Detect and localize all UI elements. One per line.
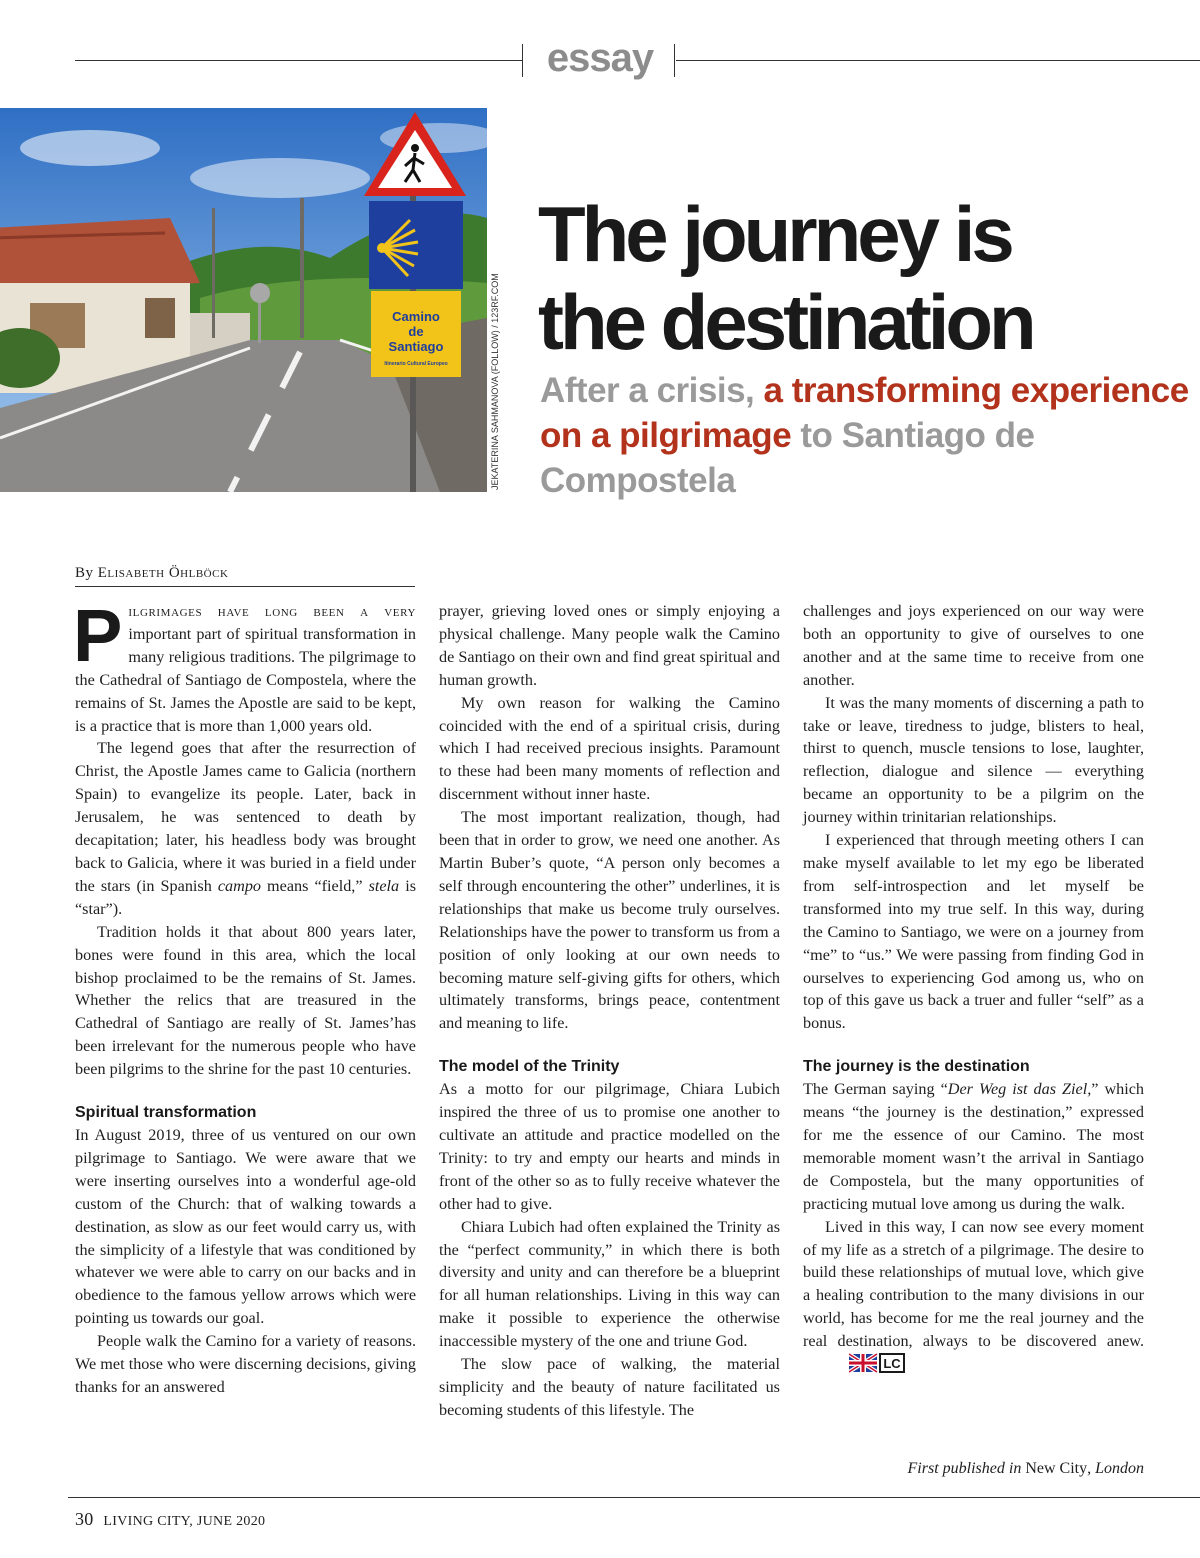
paragraph: I experienced that through meeting others I can make myself available to let my ego be liberated from self-introspection and let myself be transformed into my true self. In this way, during the Camino to Santiago, we were on a journey from “me” to “us.” We were passing from finding God in ourselves to experiencing God among us, who on top of this gave us back a truer and fuller “self” as a bonus. bbox=[803, 831, 1144, 1033]
lead-in: ilgrimages have long been a very bbox=[128, 602, 416, 620]
header-rule-right bbox=[676, 60, 1200, 61]
header-divider-left bbox=[522, 44, 523, 77]
publication-place: , London bbox=[1087, 1460, 1144, 1477]
title-line-2: the destination bbox=[538, 278, 1033, 366]
paragraph: My own reason for walking the Camino coincided with the end of a spiritual crisis, during which I had received precious insights. Paramount to these had been many moments of reflection and discernment without inner haste. bbox=[439, 693, 780, 804]
byline-by: By bbox=[75, 565, 94, 581]
paragraph bbox=[803, 1216, 1144, 1380]
camino-sign-photo bbox=[0, 108, 487, 492]
subheading: The journey is the destination bbox=[803, 1058, 1030, 1076]
paragraph: It was the many moments of discerning a path to take or leave, tiredness to judge, blisters to heal, thirst to quench, muscle tensions to lose, laughter, reflection, dialogue and silence — everything became an opportunity to be a pilgrim on the journey within trinitarian relationships. bbox=[803, 693, 1144, 827]
article-column-2 bbox=[439, 600, 780, 1422]
uk-flag-icon bbox=[849, 1353, 905, 1373]
paragraph: In August 2019, three of us ventured on our own pilgrimage to Santiago. We were aware that we were inserting ourselves into a wonderful age-old custom of the Church: that of walking towards a destination, as slow as our feet would carry us, with the simplicity of a lifestyle that was conditioned by whatever we were able to carry on our backs and in obedience to the famous yellow arrows which were pointing us towards our goal. bbox=[75, 1126, 416, 1328]
publication-name: New City bbox=[1025, 1460, 1088, 1477]
paragraph: People walk the Camino for a variety of reasons. We met those who were discerning decisions, giving thanks for an answered bbox=[75, 1332, 416, 1396]
byline-author: Elisabeth Öhlböck bbox=[97, 565, 229, 581]
paragraph-text: is “star”). bbox=[75, 876, 416, 918]
sign-line-3: Santiago bbox=[388, 339, 444, 354]
paragraph bbox=[75, 737, 416, 920]
paragraph-text: important part of spiritual transformation in many religious traditions. The pilgrimage to the Cathedral of Santiago de Compostela, where the remains of St. James the Apostle are said to be kept, is a practice that is more than 1,000 years old. bbox=[75, 624, 416, 735]
header-divider-right bbox=[674, 44, 675, 77]
photo-credit: JEKATERINA SAHMANOVA (FOLLOW) / 123RF.COM bbox=[490, 273, 500, 490]
italic-word: stela bbox=[368, 876, 400, 895]
subtitle-part-1: After a crisis, bbox=[540, 371, 764, 410]
subheading: Spiritual transformation bbox=[75, 1104, 257, 1122]
paragraph-text: ” which means “the journey is the destination,” expressed for me the essence of our Camino. The most memorable moment wasn’t the arrival in Santiago de Compostela, but the many opportunities of practicing mutual love among us during the walk. bbox=[803, 1080, 1144, 1213]
paragraph-text: means “field,” bbox=[261, 876, 369, 895]
italic-quote: Der Weg ist das Ziel, bbox=[947, 1080, 1092, 1099]
byline bbox=[75, 565, 415, 587]
paragraph: Chiara Lubich had often explained the Trinity as the “perfect community,” in which there is both diversity and unity and can therefore be a blueprint for all human relationships. Living in this way can make it possible to experience the otherwise inaccessible mystery of the one and triune God. bbox=[439, 1217, 780, 1351]
paragraph bbox=[803, 1078, 1144, 1215]
sign-line-2: de bbox=[408, 324, 424, 339]
subtitle-highlight: a transforming experience on a pilgrimage bbox=[540, 371, 1189, 455]
publication-prefix: First published in bbox=[907, 1460, 1022, 1477]
italic-word: campo bbox=[217, 876, 262, 895]
subtitle-part-3: to Santiago de Compostela bbox=[540, 416, 1035, 500]
footer-rule bbox=[68, 1497, 1200, 1498]
paragraph: The slow pace of walking, the material simplicity and the beauty of nature facilitated us becoming students of this lifestyle. The bbox=[439, 1355, 780, 1419]
paragraph-text: The German saying “ bbox=[803, 1080, 948, 1099]
magazine-issue: LIVING CITY, JUNE 2020 bbox=[103, 1514, 266, 1529]
section-tag: essay bbox=[546, 36, 654, 80]
paragraph: prayer, grieving loved ones or simply enjoying a physical challenge. Many people walk the Camino de Santiago on their own and find great spiritual and human growth. bbox=[439, 602, 780, 689]
subheading: The model of the Trinity bbox=[439, 1058, 620, 1076]
paragraph: challenges and joys experienced on our way were both an opportunity to give of ourselves to one another and at the same time to receive from one another. bbox=[803, 602, 1144, 689]
paragraph-text: Lived in this way, I can now see every moment of my life as a stretch of a pilgrimage. The desire to build these relationships of mutual love, which give a healing contribution to the many divisions in our world, has become for me the real journey and the real destination, always to be discovered anew. bbox=[803, 1217, 1144, 1351]
end-mark bbox=[827, 1353, 905, 1380]
paragraph-text: The legend goes that after the resurrection of Christ, the Apostle James came to Galicia (northern Spain) to evangelize its people. Later, back in Jerusalem, he was sentenced to death by decapitation; later, his headless body was brought back to Galicia, where it was buried in a field under the stars (in Spanish bbox=[75, 739, 416, 895]
publication-note bbox=[803, 1460, 1144, 1478]
sign-line-1: Camino bbox=[392, 309, 440, 324]
drop-cap: P bbox=[73, 594, 123, 677]
page-number: 30 bbox=[75, 1509, 94, 1529]
article-column-1 bbox=[73, 594, 416, 1399]
paragraph: As a motto for our pilgrimage, Chiara Lubich inspired the three of us to promise one another to cultivate an attitude and practice modelled on the Trinity: to try and empty our hearts and minds in front of the other so as to fully receive whatever the other had to give. bbox=[439, 1080, 780, 1213]
paragraph: Tradition holds it that about 800 years later, bones were found in this area, which the local bishop proclaimed to be the remains of St. James. Whether the relics that are treasured in the Cathedral of Santiago are really of St. James’has been irrelevant for the numerous people who have been pilgrims to the shrine for the past 10 centuries. bbox=[75, 922, 416, 1079]
paragraph bbox=[73, 594, 416, 737]
paragraph: The most important realization, though, had been that in order to grow, we need one another. As Martin Buber’s quote, “A person only becomes a self through encountering the other” underlines, it is relationships that make us become truly ourselves. Relationships have the power to transform us from a position of only looking at our own needs to becoming mature self-giving gifts for others, which ultimately transforms, brings peace, contentment and meaning to life. bbox=[439, 808, 780, 1033]
article-subtitle bbox=[540, 368, 1190, 503]
title-line-1: The journey is bbox=[538, 190, 1011, 278]
page-footer bbox=[75, 1509, 265, 1530]
header-rule-left bbox=[75, 60, 522, 61]
lc-logo-text: LC bbox=[883, 1356, 901, 1372]
sign-small-text: Itinerario Cultural Europeo bbox=[384, 361, 448, 367]
article-title bbox=[538, 190, 1188, 366]
article-column-3 bbox=[803, 600, 1144, 1380]
